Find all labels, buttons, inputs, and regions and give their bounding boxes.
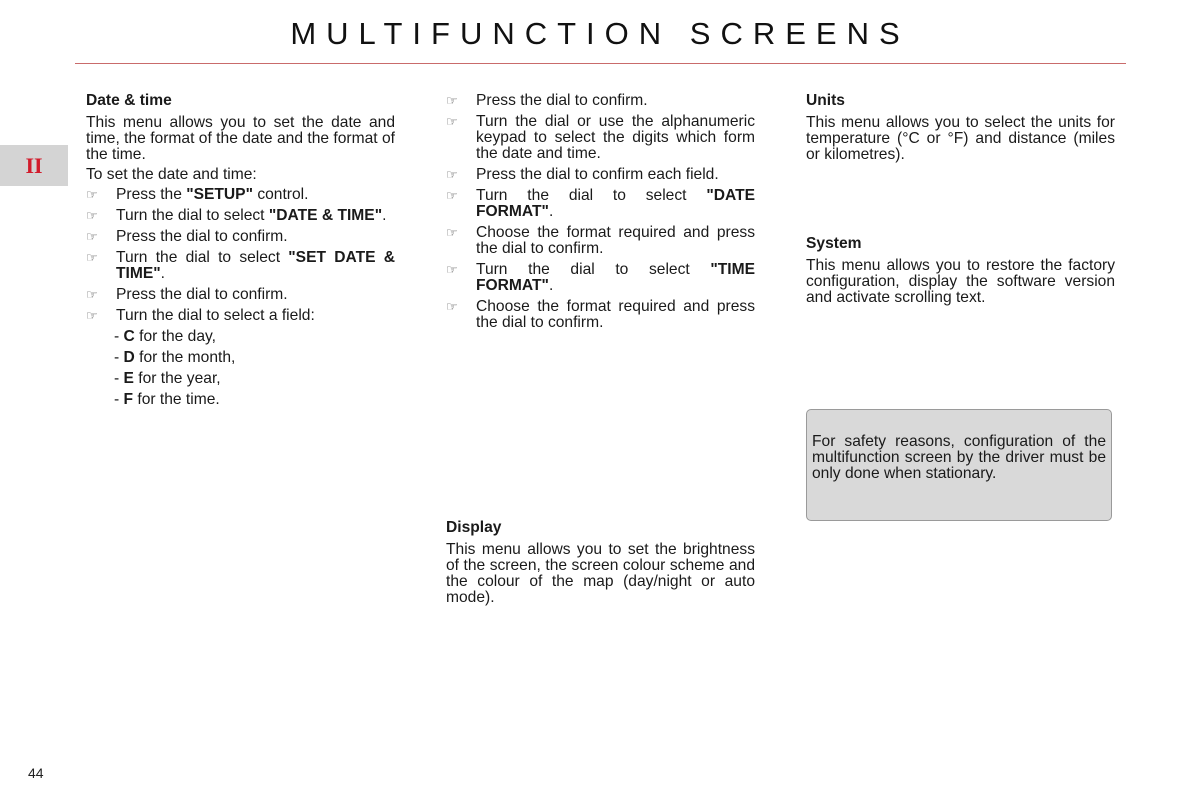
field-description: for the year,: [133, 370, 221, 387]
pointing-hand-icon: ☞: [446, 167, 458, 182]
step-text-end: .: [548, 203, 554, 220]
units-heading: Units: [806, 92, 845, 109]
pointing-hand-icon: ☞: [446, 93, 458, 108]
display-text: This menu allows you to set the brightness of the screen, the screen colour scheme and the colour of the map (day/night or auto mode).: [446, 541, 755, 606]
pointing-hand-icon: ☞: [86, 287, 98, 302]
step-text: Press the dial to confirm.: [116, 286, 288, 303]
step-text: Press the dial to confirm each field.: [476, 166, 719, 183]
step-text: Turn the dial to select: [476, 261, 711, 278]
step-text: Press the dial to confirm.: [116, 228, 288, 245]
pointing-hand-icon: ☞: [446, 225, 458, 240]
display-heading: Display: [446, 519, 502, 536]
field-description: for the time.: [133, 391, 220, 408]
pointing-hand-icon: ☞: [86, 250, 98, 265]
field-description: for the day,: [134, 328, 216, 345]
system-section: [806, 236, 1115, 306]
step-text: Turn the dial to select: [116, 249, 289, 266]
date-time-section: [86, 93, 395, 413]
date-time-heading: Date & time: [86, 92, 172, 109]
pointing-hand-icon: ☞: [446, 262, 458, 277]
system-text: This menu allows you to restore the factory configuration, display the software version and activate scrolling text.: [806, 257, 1115, 306]
step-text-end: .: [548, 277, 554, 294]
field-letter: F: [123, 391, 134, 408]
step-item: [86, 187, 395, 203]
step-item: [446, 225, 755, 257]
pointing-hand-icon: ☞: [86, 308, 98, 323]
step-text: Turn the dial to select: [476, 187, 707, 204]
step-text: Turn the dial to select a field:: [116, 307, 315, 324]
pointing-hand-icon: ☞: [446, 114, 458, 129]
step-control-name: "DATE FORMAT": [476, 187, 755, 220]
chapter-tab: II: [0, 145, 68, 186]
step-text-end: .: [382, 207, 387, 224]
field-letter: D: [123, 349, 135, 366]
step-text-end: control.: [252, 186, 309, 203]
step-item: [446, 262, 755, 294]
field-item: - F for the time.: [114, 391, 220, 408]
step-item: [86, 208, 395, 224]
date-time-intro: This menu allows you to set the date and time, the format of the date and the format of the time.: [86, 114, 395, 163]
continued-steps-section: [446, 93, 755, 336]
step-text: Press the dial to confirm.: [476, 92, 648, 109]
page-number: 44: [28, 765, 44, 781]
step-item: [86, 250, 395, 282]
field-letter: E: [123, 370, 134, 387]
field-item: - E for the year,: [114, 370, 221, 387]
step-text: Choose the format required and press the dial to confirm.: [476, 224, 755, 257]
step-item: [446, 114, 755, 162]
safety-note-text: For safety reasons, configuration of the multifunction screen by the driver must be only done when stationary.: [812, 433, 1106, 482]
system-heading: System: [806, 235, 862, 252]
field-item: - D for the month,: [114, 349, 236, 366]
title-divider: [75, 63, 1126, 64]
display-section: [446, 520, 755, 606]
step-item: [86, 229, 395, 245]
continued-steps: [446, 93, 755, 331]
pointing-hand-icon: ☞: [446, 299, 458, 314]
step-text: Turn the dial or use the alphanumeric keypad to select the digits which form the date and time.: [476, 113, 755, 162]
pointing-hand-icon: ☞: [86, 208, 98, 223]
step-item: [86, 287, 395, 303]
step-text: Press the: [116, 186, 187, 203]
step-text: Turn the dial to select: [116, 207, 269, 224]
units-text: This menu allows you to select the units for temperature (°C or °F) and distance (miles or kilometres).: [806, 114, 1115, 163]
date-time-steps: [86, 187, 395, 324]
step-item: [446, 188, 755, 220]
date-time-fields: [86, 329, 395, 408]
step-item: [86, 308, 395, 324]
step-control-name: "SET DATE & TIME": [116, 249, 395, 282]
field-description: for the month,: [134, 349, 236, 366]
step-control-name: "SETUP": [186, 186, 253, 203]
step-text-end: .: [160, 265, 165, 282]
step-item: [446, 167, 755, 183]
units-section: [806, 93, 1115, 167]
safety-note: [806, 409, 1112, 521]
step-item: [446, 299, 755, 331]
step-control-name: "DATE & TIME": [268, 207, 383, 224]
field-item: - C for the day,: [114, 328, 216, 345]
pointing-hand-icon: ☞: [86, 187, 98, 202]
date-time-lead: To set the date and time:: [86, 166, 257, 183]
step-text: Choose the format required and press the dial to confirm.: [476, 298, 755, 331]
step-control-name: "TIME FORMAT": [476, 261, 755, 294]
page-title: MULTIFUNCTION SCREENS: [290, 16, 910, 51]
step-item: [446, 93, 755, 109]
pointing-hand-icon: ☞: [446, 188, 458, 203]
pointing-hand-icon: ☞: [86, 229, 98, 244]
field-letter: C: [123, 328, 135, 345]
